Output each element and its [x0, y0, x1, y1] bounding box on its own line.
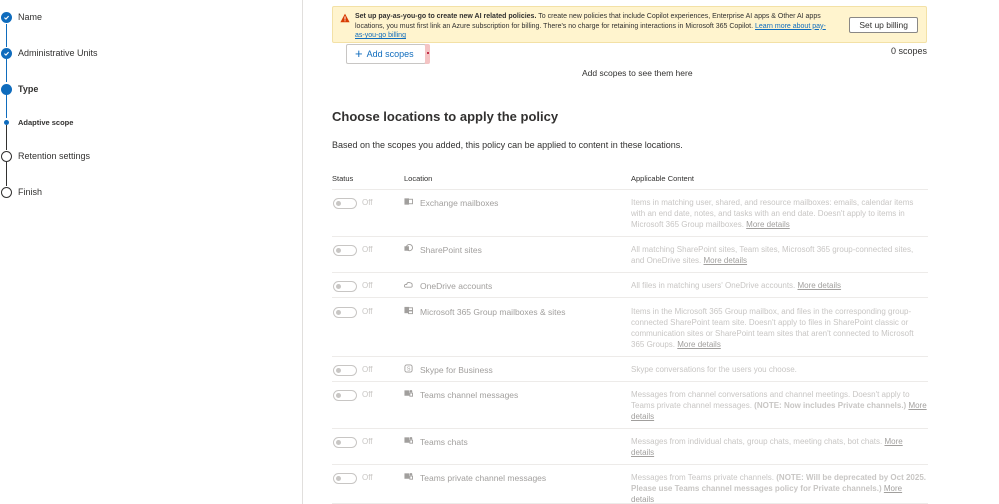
- content-note: (NOTE: Now includes Private channels.): [754, 401, 907, 410]
- table-row: [332, 299, 928, 357]
- wizard-step-label: Adaptive scope: [18, 117, 74, 127]
- step-connector: [6, 94, 7, 118]
- scopes-empty-message: Add scopes to see them here: [582, 68, 693, 78]
- location-toggle[interactable]: [333, 245, 357, 256]
- location-name: Microsoft 365 Group mailboxes & sites: [420, 307, 566, 317]
- step-connector: [6, 59, 7, 82]
- check-icon: [1, 48, 12, 59]
- table-row: [332, 237, 928, 273]
- required-indicator: [425, 44, 430, 64]
- pending-step-icon: [1, 151, 12, 162]
- applicable-content: All files in matching users' OneDrive accounts. More details: [631, 281, 842, 290]
- more-details-link[interactable]: More details: [677, 340, 721, 349]
- table-row: [332, 465, 928, 504]
- pending-step-icon: [1, 187, 12, 198]
- toggle-status-label: Off: [362, 245, 373, 254]
- more-details-link[interactable]: More details: [797, 281, 842, 290]
- wizard-step-label: Finish: [18, 187, 43, 197]
- toggle-status-label: Off: [362, 307, 373, 316]
- location-name: Skype for Business: [420, 365, 493, 375]
- table-row: [332, 190, 928, 237]
- wizard-step-label: Type: [18, 84, 39, 94]
- wizard-step-label: Administrative Units: [18, 48, 98, 58]
- applicable-content: All matching SharePoint sites, Team sites, Microsoft 365 group-connected sites, and OneDrive sites. More details: [631, 245, 914, 265]
- content-note: (NOTE: Will be deprecated by Oct 2025. Please use Teams channel messages policy for Private channels.): [631, 473, 926, 493]
- table-row: [332, 382, 928, 429]
- teams-icon: [404, 389, 414, 399]
- location-toggle[interactable]: [333, 365, 357, 376]
- column-header-content: Applicable Content: [631, 174, 694, 183]
- set-up-billing-button[interactable]: Set up billing: [849, 17, 918, 33]
- location-name: OneDrive accounts: [420, 281, 493, 291]
- location-name: Exchange mailboxes: [420, 198, 499, 208]
- wizard-step-label: Retention settings: [18, 151, 91, 161]
- add-scopes-button[interactable]: [346, 44, 426, 64]
- add-scopes-label: Add scopes: [366, 49, 414, 59]
- applicable-content: Messages from Teams private channels. (NOTE: Will be deprecated by Oct 2025. Please use Teams channel messages policy for Private channels.) More details: [631, 473, 926, 504]
- row-divider: [332, 297, 928, 298]
- location-toggle[interactable]: [333, 307, 357, 318]
- wizard-nav: [0, 0, 303, 504]
- main-content: [304, 0, 999, 504]
- location-name: Teams channel messages: [420, 390, 519, 400]
- step-connector: [6, 161, 7, 186]
- banner-text: Set up pay-as-you-go to create new AI related policies. To create new policies that include Copilot experiences, Enterprise AI apps & Other AI apps locations, you must first link an Azure subscription for billing. There's no charge for retaining interactions in Microsoft 365 Copilot. Learn more about pay-as-you-go billing: [355, 13, 826, 39]
- applicable-content: Messages from channel conversations and channel meetings. Doesn't apply to Teams private channel messages. (NOTE: Now includes Private channels.) More details: [631, 390, 927, 421]
- toggle-status-label: Off: [362, 390, 373, 399]
- toggle-status-label: Off: [362, 365, 373, 374]
- svg-text:S: S: [406, 366, 411, 373]
- location-toggle[interactable]: [333, 390, 357, 401]
- location-toggle[interactable]: [333, 473, 357, 484]
- table-row: [332, 357, 928, 382]
- toggle-status-label: Off: [362, 281, 373, 290]
- location-toggle[interactable]: [333, 198, 357, 209]
- teams-icon: [404, 436, 414, 446]
- section-description: Based on the scopes you added, this policy can be applied to content in these locations.: [332, 140, 683, 150]
- learn-more-billing-link[interactable]: Learn more about pay-as-you-go billing: [355, 22, 826, 39]
- cloud-icon: [404, 280, 414, 290]
- table-row: [332, 273, 928, 298]
- billing-warning-banner: [332, 6, 927, 43]
- location-name: SharePoint sites: [420, 245, 482, 255]
- location-toggle[interactable]: [333, 437, 357, 448]
- applicable-content: Messages from individual chats, group chats, meeting chats, bot chats. More details: [631, 437, 903, 457]
- check-icon: [1, 12, 12, 23]
- warning-icon: [340, 13, 350, 23]
- section-title: Choose locations to apply the policy: [332, 109, 559, 124]
- group-icon: [404, 306, 414, 316]
- more-details-link[interactable]: More details: [631, 437, 903, 457]
- wizard-step-label: Name: [18, 12, 43, 22]
- skype-icon: [404, 364, 414, 374]
- mailbox-icon: [404, 197, 414, 207]
- table-row: [332, 429, 928, 465]
- more-details-link[interactable]: More details: [746, 220, 790, 229]
- more-details-link[interactable]: More details: [703, 256, 748, 265]
- applicable-content: Items in matching user, shared, and resource mailboxes: emails, calendar items with an end date, notes, and tasks with an end date. Doesn't apply to items in Microsoft 365 Group mailboxes. More details: [631, 198, 914, 229]
- applicable-content: Items in the Microsoft 365 Group mailbox, and files in the corresponding group-connected SharePoint team site. Doesn't apply to files in SharePoint classic or communication sites or SharePoint team sites that aren't connected to Microsoft 365 Groups. More details: [631, 307, 914, 349]
- substep-icon: [4, 120, 9, 125]
- column-header-location: Location: [404, 174, 433, 183]
- teams-icon: [404, 472, 414, 482]
- toggle-status-label: Off: [362, 437, 373, 446]
- applicable-content: Skype conversations for the users you choose.: [631, 365, 797, 374]
- location-name: Teams chats: [420, 437, 468, 447]
- step-connector: [6, 24, 7, 47]
- column-header-status: Status: [332, 174, 354, 183]
- plus-icon: +: [355, 46, 363, 61]
- toggle-status-label: Off: [362, 198, 373, 207]
- location-name: Teams private channel messages: [420, 473, 547, 483]
- more-details-link[interactable]: More details: [631, 484, 903, 504]
- sharepoint-icon: [404, 244, 414, 254]
- toggle-status-label: Off: [362, 473, 373, 482]
- more-details-link[interactable]: More details: [631, 401, 927, 421]
- location-toggle[interactable]: [333, 281, 357, 292]
- scope-count: 0 scopes: [890, 46, 927, 56]
- step-connector: [6, 125, 7, 150]
- current-step-icon: [1, 84, 12, 95]
